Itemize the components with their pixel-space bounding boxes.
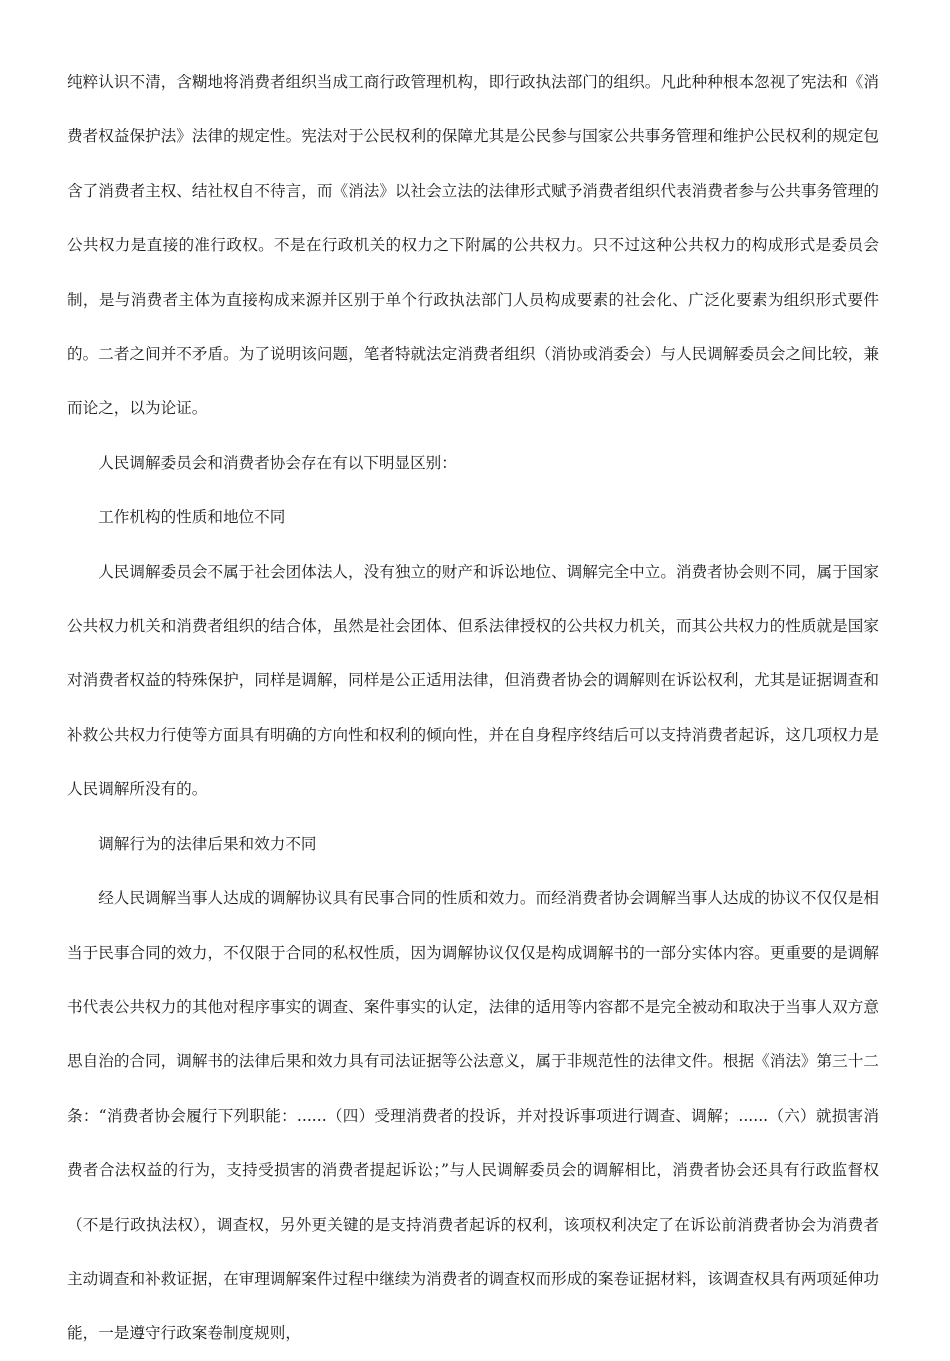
paragraph-1: 纯粹认识不清，含糊地将消费者组织当成工商行政管理机构，即行政执法部门的组织。凡此种种根本忽视了宪法和《消费者权益保护法》法律的规定性。宪法对于公民权利的保障尤其是公民参与国家公共事务管理和维护公民权利的规定包含了消费者主权、结社权自不待言，而《消法》以社会立法的法律形式赋予消费者组织代表消费者参与公共事务管理的公共权力是直接的准行政权。不是在行政机关的权力之下附属的公共权力。只不过这种公共权力的构成形式是委员会制，是与消费者主体为直接构成来源并区别于单个行政执法部门人员构成要素的社会化、广泛化要素为组织形式要件的。二者之间并不矛盾。为了说明该问题，笔者特就法定消费者组织（消协或消委会）与人民调解委员会之间比较，兼而论之，以为论证。 bbox=[67, 73, 879, 418]
paragraph-2: 人民调解委员会和消费者协会存在有以下明显区别： bbox=[98, 453, 457, 472]
section-heading-1: 工作机构的性质和地位不同 bbox=[98, 508, 286, 527]
section-heading-2: 调解行为的法律后果和效力不同 bbox=[98, 834, 317, 853]
document-page bbox=[67, 55, 879, 1361]
paragraph-4: 经人民调解当事人达成的调解协议具有民事合同的性质和效力。而经消费者协会调解当事人达成的协议不仅仅是相当于民事合同的效力，不仅限于合同的私权性质，因为调解协议仅仅是构成调解书的一部分实体内容。更重要的是调解书代表公共权力的其他对程序事实的调查、案件事实的认定，法律的适用等内容都不是完全被动和取决于当事人双方意思自治的合同，调解书的法律后果和效力具有司法证据等公法意义，属于非规范性的法律文件。根据《消法》第三十二条：“消费者协会履行下列职能：......（四）受理消费者的投诉，并对投诉事项进行调查、调解；......（六）就损害消费者合法权益的行为，支持受损害的消费者提起诉讼；”与人民调解委员会的调解相比，消费者协会还具有行政监督权（不是行政执法权），调查权，另外更关键的是支持消费者起诉的权利，该项权利决定了在诉讼前消费者协会为消费者主动调查和补救证据，在审理调解案件过程中继续为消费者的调查权而形成的案卷证据材料，该调查权具有两项延伸功能，一是遵守行政案卷制度规则， bbox=[67, 889, 879, 1343]
paragraph-3: 人民调解委员会不属于社会团体法人，没有独立的财产和诉讼地位、调解完全中立。消费者协会则不同，属于国家公共权力机关和消费者组织的结合体，虽然是社会团体、但系法律授权的公共权力机关，而其公共权力的性质就是国家对消费者权益的特殊保护，同样是调解，同样是公正适用法律，但消费者协会的调解则在诉讼权利，尤其是证据调查和补救公共权力行使等方面具有明确的方向性和权利的倾向性，并在自身程序终结后可以支持消费者起诉，这几项权力是人民调解所没有的。 bbox=[67, 562, 879, 799]
